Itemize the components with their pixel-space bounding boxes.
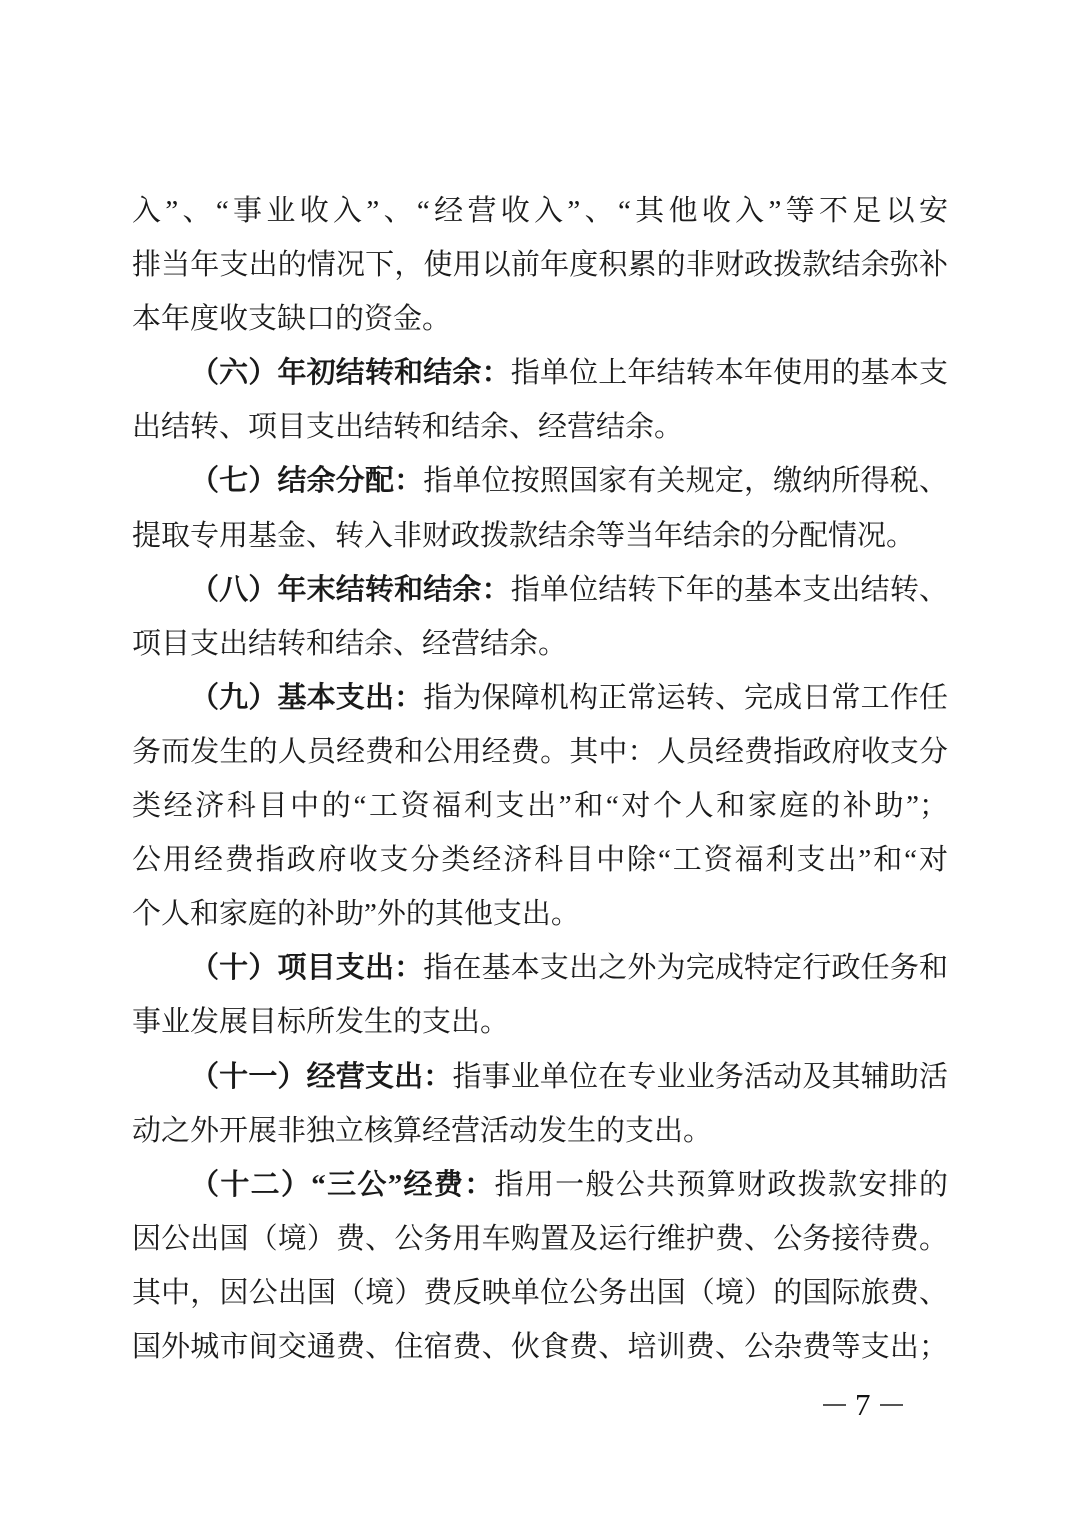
line-text: 出结转、项目支出结转和结余、经营结余。 (132, 411, 684, 444)
line-text: 因公出国（境）费、公务用车购置及运行维护费、公务接待费。 (132, 1222, 948, 1255)
page-number (823, 1389, 903, 1420)
text-line (132, 887, 948, 941)
section-label: （八）年末结转和结余： (190, 573, 511, 606)
line-text: 指为保障机构正常运转、完成日常工作任 (423, 681, 948, 714)
page-number-dash-left (823, 1404, 846, 1406)
line-text: 指单位结转下年的基本支出结转、 (510, 573, 948, 606)
line-text: 指事业单位在专业业务活动及其辅助活 (452, 1060, 948, 1093)
text-line (132, 563, 948, 617)
line-text: 提取专用基金、转入非财政拨款结余等当年结余的分配情况。 (132, 519, 916, 552)
line-text: 个人和家庭的补助”外的其他支出。 (132, 898, 580, 931)
text-line (132, 1320, 948, 1374)
line-text: 指单位上年结转本年使用的基本支 (510, 357, 948, 390)
line-text: 类经济科目中的“工资福利支出”和“对个人和家庭的补助”； (132, 790, 948, 823)
text-line (132, 292, 948, 346)
section-label: （十）项目支出： (190, 952, 424, 985)
text-line (132, 346, 948, 400)
text-line (132, 995, 948, 1049)
text-line (132, 725, 948, 779)
line-text: 务而发生的人员经费和公用经费。其中：人员经费指政府收支分 (132, 735, 948, 768)
text-line (132, 454, 948, 508)
section-label: （七）结余分配： (190, 465, 424, 498)
line-text: 动之外开展非独立核算经营活动发生的支出。 (132, 1114, 713, 1147)
line-text: 本年度收支缺口的资金。 (132, 303, 452, 336)
text-line (132, 779, 948, 833)
line-text: 项目支出结转和结余、经营结余。 (132, 627, 568, 660)
text-line (132, 400, 948, 454)
page-number-value: 7 (855, 1387, 871, 1422)
text-line (132, 238, 948, 292)
line-text: 指在基本支出之外为完成特定行政任务和 (423, 952, 948, 985)
section-label: （六）年初结转和结余： (190, 357, 511, 390)
line-text: 其中，因公出国（境）费反映单位公务出国（境）的国际旅费、 (132, 1276, 948, 1309)
line-text: 排当年支出的情况下，使用以前年度积累的非财政拨款结余弥补 (132, 249, 948, 282)
text-line (132, 1158, 948, 1212)
text-line (132, 941, 948, 995)
text-line (132, 617, 948, 671)
section-label: （十二）“三公”经费： (190, 1168, 495, 1201)
text-line (132, 509, 948, 563)
body-text (132, 184, 948, 1374)
line-text: 入”、“事业收入”、“经营收入”、“其他收入”等不足以安 (132, 195, 948, 227)
text-line (132, 671, 948, 725)
line-text: 事业发展目标所发生的支出。 (132, 1006, 510, 1039)
section-label: （十一）经营支出： (190, 1060, 453, 1093)
text-line (132, 833, 948, 887)
line-text: 指单位按照国家有关规定，缴纳所得税、 (423, 465, 948, 498)
section-label: （九）基本支出： (190, 681, 424, 714)
page-number-dash-right (880, 1404, 903, 1406)
text-line (132, 184, 948, 238)
text-line (132, 1104, 948, 1158)
text-line (132, 1266, 948, 1320)
line-text: 公用经费指政府收支分类经济科目中除“工资福利支出”和“对 (132, 844, 948, 877)
text-line (132, 1050, 948, 1104)
text-line (132, 1212, 948, 1266)
line-text: 指用一般公共预算财政拨款安排的 (494, 1168, 948, 1201)
line-text: 国外城市间交通费、住宿费、伙食费、培训费、公杂费等支出； (132, 1330, 948, 1363)
